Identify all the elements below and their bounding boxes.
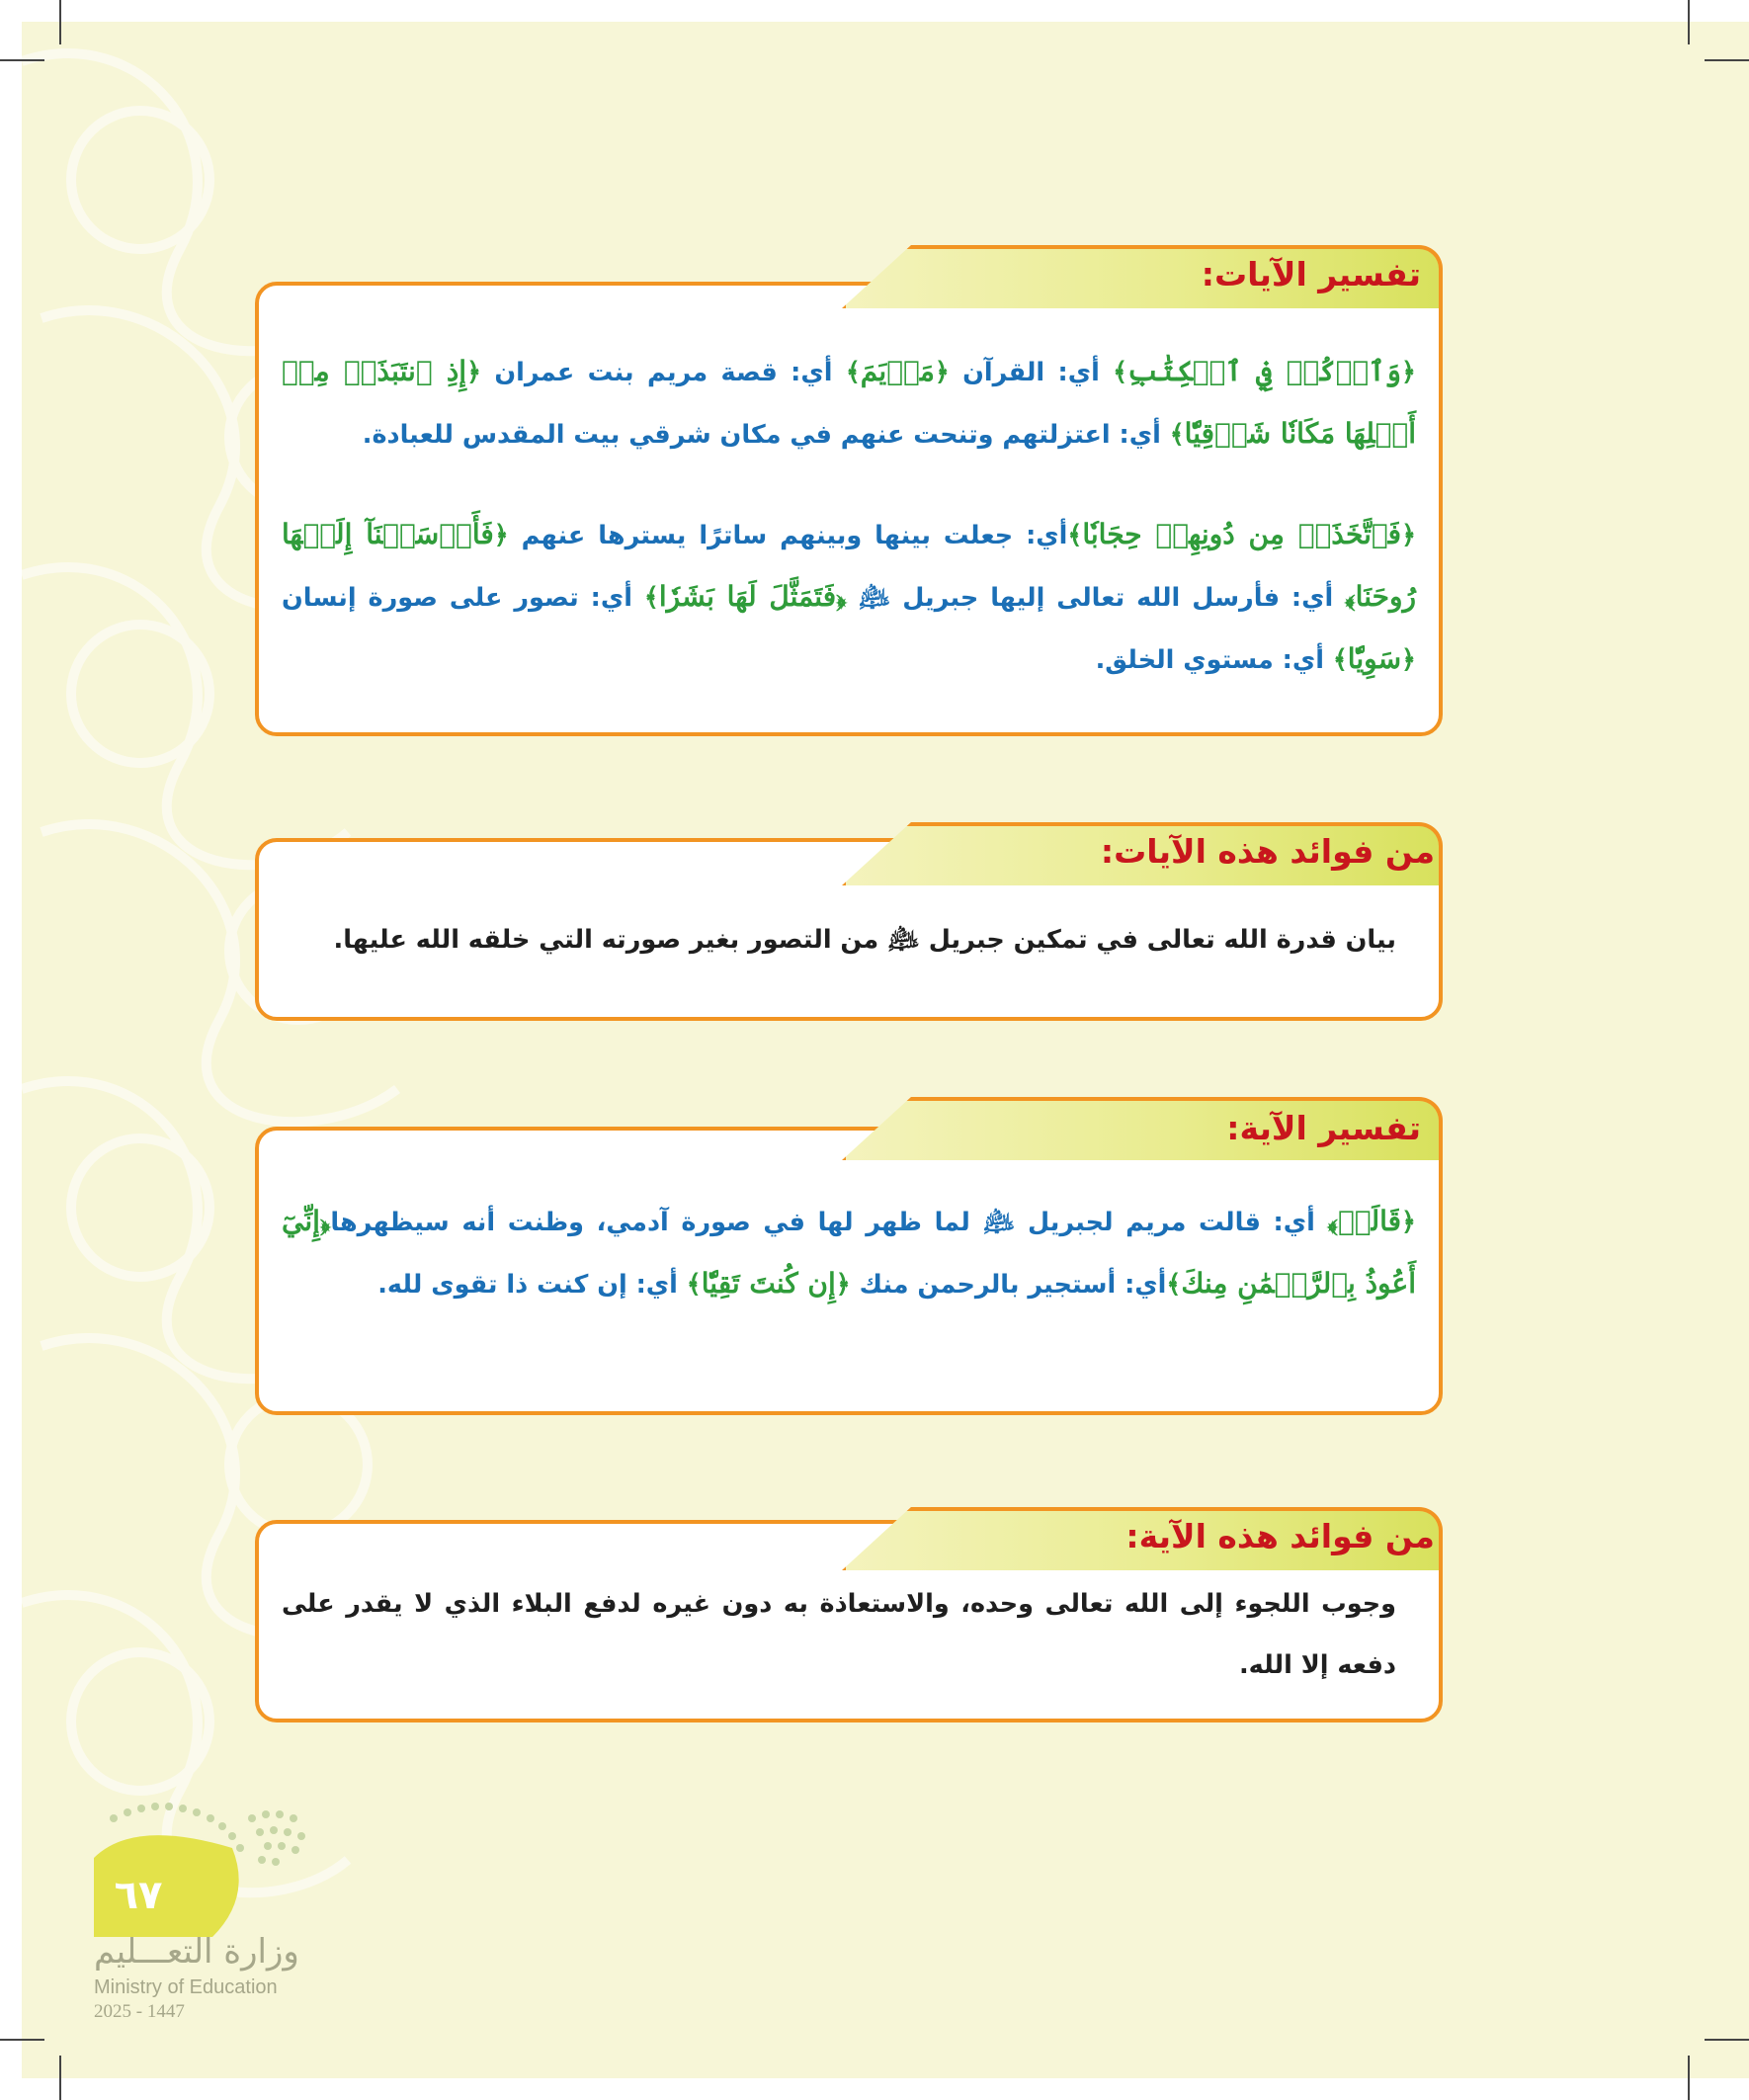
tafsir-aya-title: تفسير الآية: <box>1226 1109 1421 1147</box>
ministry-logo <box>94 1779 321 1947</box>
explanation-text: أي: قالت مريم لجبريل ﵇ لما ظهر لها في صورة آدمي، وظنت أنه سيظهرها <box>330 1208 1328 1237</box>
explanation-text: أي: تصور على صورة إنسان <box>282 583 644 613</box>
explanation-text: أي: أستجير بالرحمن منك <box>850 1270 1167 1300</box>
explanation-text: أي: اعتزلتهم وتنحت عنهم في مكان شرقي بيت المقدس للعبادة. <box>362 420 1170 450</box>
quran-text: وَٱذۡكُرۡ فِي ٱلۡكِتَٰبِ <box>1127 355 1402 387</box>
quran-text: فَأَرۡسَلۡنَآ إِلَيۡهَا رُوحَنَا <box>282 518 1416 613</box>
crop-mark <box>1705 59 1749 61</box>
explanation-text: أي: قصة مريم بنت عمران <box>481 358 846 387</box>
fawaid-aya-text: وجوب اللجوء إلى الله تعالى وحده، والاستعاذة به دون غيره لدفع البلاء الذي لا يقدر على دفعه إلا الله. <box>282 1589 1396 1680</box>
explanation-text: أي: مستوي الخلق. <box>1095 645 1333 675</box>
ministry-name-arabic: وزارة التعـــليم <box>94 1932 299 1972</box>
crop-mark <box>59 0 61 44</box>
explanation-text: أي: إن كنت ذا تقوى لله. <box>377 1270 687 1300</box>
tafsir-ayat-paragraph-2: ﴿فَٱتَّخَذَتۡ مِن دُونِهِمۡ حِجَابٗا﴾أي: جعلت بينها وبينهم ساترًا يسترها عنهم ﴿فَأَرۡسَلۡنَآ إِلَيۡهَا رُوحَنَا﴾ أي: فأرسل الله تعالى إليها جبريل ﵇ ﴿فَتَمَثَّلَ لَهَا بَشَرٗا﴾ أي: تصور على صورة إنسان ﴿سَوِيّٗا﴾ أي: مستوي الخلق. <box>282 518 1417 675</box>
tafsir-aya-paragraph: ﴿قَالَتۡ﴾ أي: قالت مريم لجبريل ﵇ لما ظهر لها في صورة آدمي، وظنت أنه سيظهرها﴿إِنِّيٓ أَعُوذُ بِٱلرَّحۡمَٰنِ مِنكَ﴾أي: أستجير بالرحمن منك ﴿إِن كُنتَ تَقِيّٗا﴾ أي: إن كنت ذا تقوى لله. <box>282 1205 1416 1300</box>
crop-mark <box>59 2056 61 2100</box>
ministry-year: 2025 - 1447 <box>94 2001 185 2022</box>
crop-mark <box>1688 2056 1690 2100</box>
ministry-name-english: Ministry of Education <box>94 1976 278 1998</box>
tafsir-ayat-title: تفسير الآيات: <box>1201 255 1421 294</box>
quran-text: قَالَتۡ <box>1337 1205 1402 1237</box>
quran-text: إِنِّيٓ أَعُوذُ بِٱلرَّحۡمَٰنِ مِنكَ <box>282 1205 1416 1300</box>
explanation-text: أي: جعلت بينها وبينهم ساترًا يسترها عنهم <box>508 521 1068 550</box>
crop-mark <box>0 2039 44 2041</box>
fawaid-ayat-title: من فوائد هذه الآيات: <box>1100 832 1435 871</box>
crop-mark <box>1705 2039 1749 2041</box>
quran-text: سَوِيّٗا <box>1347 642 1402 675</box>
quran-text: إِن كُنتَ تَقِيّٗا <box>701 1267 836 1300</box>
tafsir-ayat-paragraph-1: ﴿وَٱذۡكُرۡ فِي ٱلۡكِتَٰبِ﴾ أي: القرآن ﴿مَرۡيَمَ﴾ أي: قصة مريم بنت عمران ﴿إِذِ ٱنتَبَذَتۡ مِنۡ أَهۡلِهَا مَكَانٗا شَرۡقِيّٗا﴾ أي: اعتزلتهم وتنحت عنهم في مكان شرقي بيت المقدس للعبادة. <box>282 355 1416 450</box>
fawaid-ayat-text: بيان قدرة الله تعالى في تمكين جبريل ﵇ من التصور بغير صورته التي خلقه الله عليها. <box>333 925 1396 955</box>
explanation-text: أي: القرآن <box>949 358 1114 387</box>
page-number: ٦٧ <box>114 1873 163 1918</box>
quran-text: فَتَمَثَّلَ لَهَا بَشَرٗا <box>658 580 837 613</box>
quran-text: مَرۡيَمَ <box>860 355 935 387</box>
fawaid-aya-title: من فوائد هذه الآية: <box>1125 1517 1435 1555</box>
quran-text: إِذِ ٱنتَبَذَتۡ مِنۡ أَهۡلِهَا مَكَانٗا شَرۡقِيّٗا <box>282 355 1416 450</box>
crop-mark <box>1688 0 1690 44</box>
crop-mark <box>0 59 44 61</box>
quran-text: فَٱتَّخَذَتۡ مِن دُونِهِمۡ حِجَابٗا <box>1082 518 1402 550</box>
explanation-text: أي: فأرسل الله تعالى إليها جبريل ﵇ <box>846 583 1346 613</box>
